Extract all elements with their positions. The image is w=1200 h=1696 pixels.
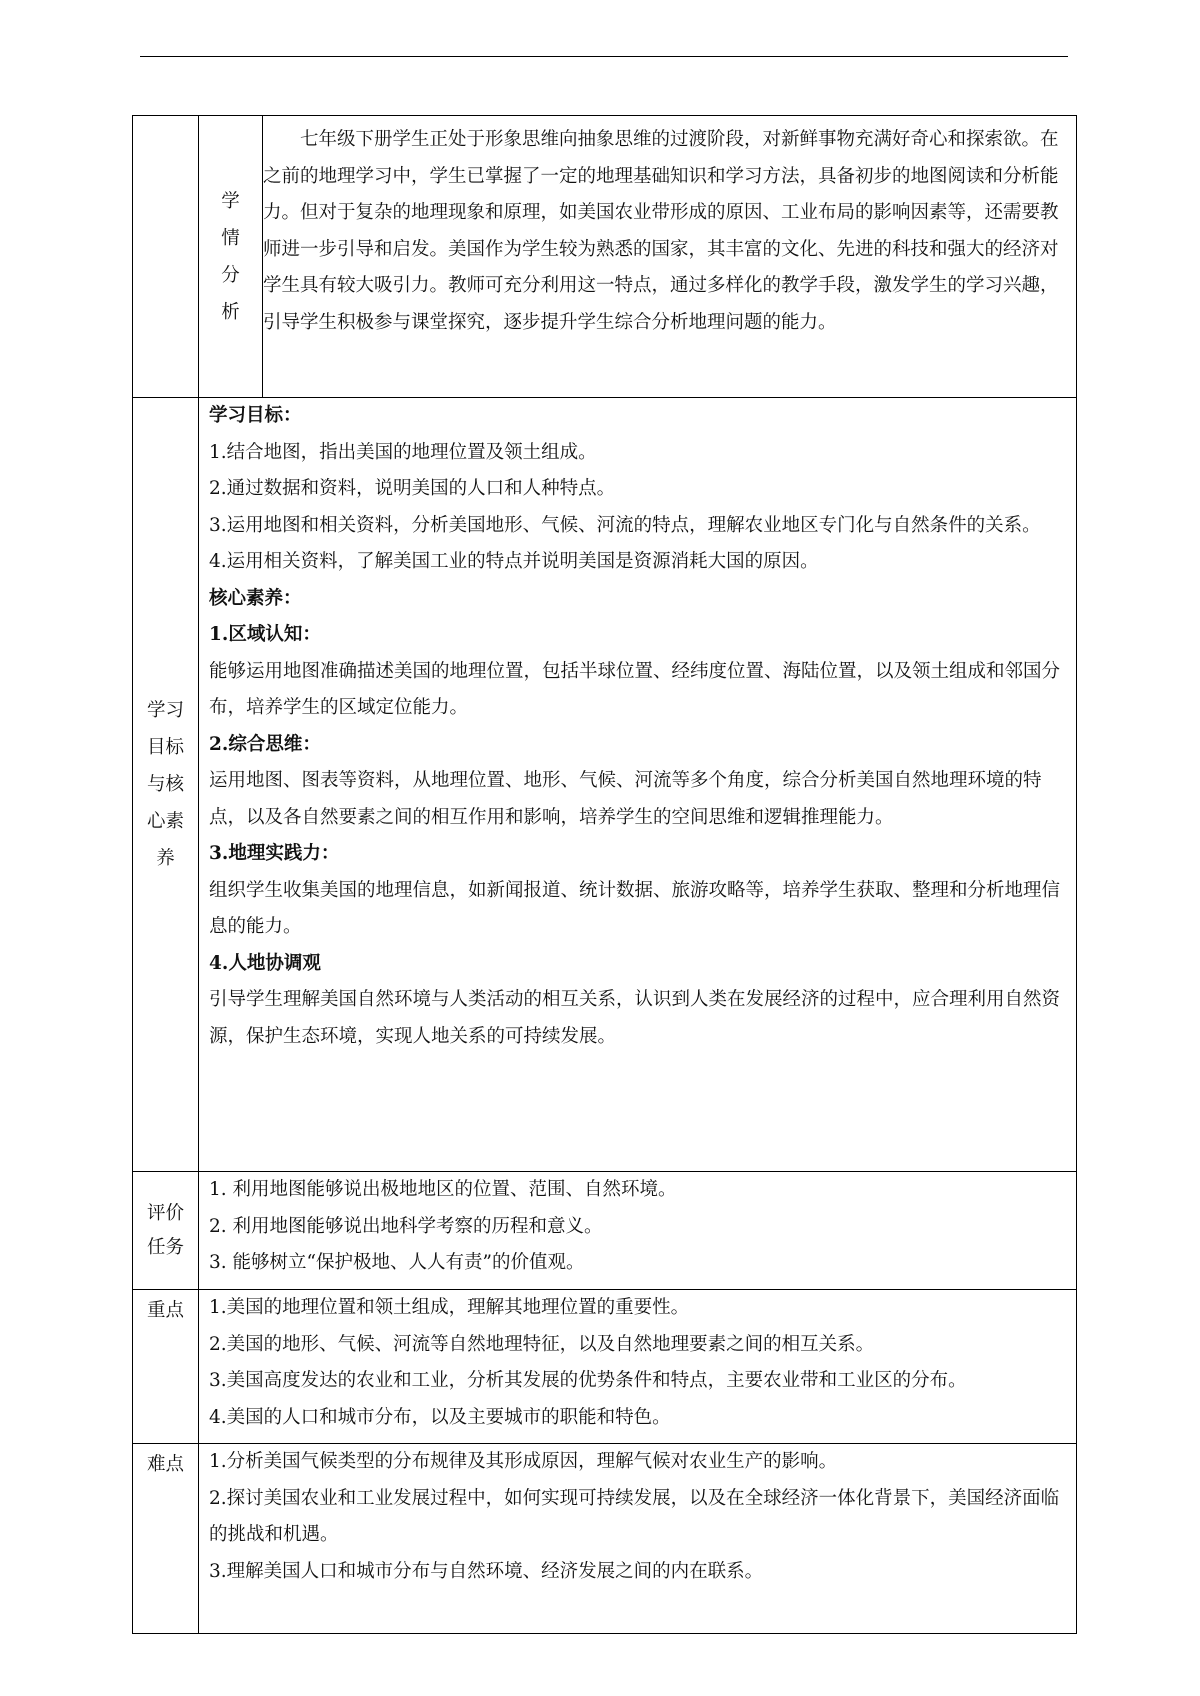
label-difficulties: 难点 — [133, 1444, 199, 1634]
label-char: 学 — [221, 190, 240, 212]
row-evaluation — [133, 1172, 1077, 1290]
label-char: 分 — [221, 264, 240, 286]
header-rule — [140, 56, 1068, 57]
label-goals — [133, 398, 199, 1172]
difficulty-item: 1.分析美国气候类型的分布规律及其形成原因，理解气候对农业生产的影响。 — [209, 1451, 838, 1472]
literacy-title: 4.人地协调观 — [209, 952, 321, 974]
label-line: 任务 — [146, 1236, 184, 1258]
label-char: 析 — [221, 301, 240, 323]
label-char: 情 — [221, 227, 240, 249]
label-line: 评价 — [146, 1202, 184, 1224]
objective-item: 3.运用地图和相关资料，分析美国地形、气候、河流的特点，理解农业地区专门化与自然条件的关系。 — [209, 514, 1041, 536]
evaluation-item: 1. 利用地图能够说出极地地区的位置、范围、自然环境。 — [209, 1179, 677, 1200]
key-point-item: 2.美国的地形、气候、河流等自然地理特征，以及自然地理要素之间的相互关系。 — [209, 1333, 875, 1355]
objectives-heading: 学习目标： — [209, 405, 302, 426]
key-point-item: 3.美国高度发达的农业和工业，分析其发展的优势条件和特点，主要农业带和工业区的分布。 — [209, 1370, 967, 1391]
student-analysis-text: 七年级下册学生正处于形象思维向抽象思维的过渡阶段，对新鲜事物充满好奇心和探索欲。在之前的地理学习中，学生已掌握了一定的地理基础知识和学习方法，具备初步的地图阅读和分析能力。但对于复杂的地理现象和原理，如美国农业带形成的原因、工业布局的影响因素等，还需要教师进一步引导和启发。美国作为学生较为熟悉的国家，其丰富的文化、先进的科技和强大的经济对学生具有较大吸引力。教师可充分利用这一特点，通过多样化的教学手段，激发学生的学习兴趣，引导学生积极参与课堂探究，逐步提升学生综合分析地理问题的能力。 — [263, 129, 1059, 333]
label-line: 养 — [156, 848, 175, 869]
label-evaluation — [133, 1172, 199, 1290]
objective-item: 4.运用相关资料，了解美国工业的特点并说明美国是资源消耗大国的原因。 — [209, 551, 819, 572]
row-key-points — [133, 1290, 1077, 1444]
evaluation-item: 2. 利用地图能够说出地科学考察的历程和意义。 — [209, 1215, 603, 1237]
difficulty-item: 3.理解美国人口和城市分布与自然环境、经济发展之间的内在联系。 — [209, 1560, 764, 1582]
label-line: 学习 — [146, 700, 184, 721]
literacy-title: 2.综合思维： — [209, 733, 321, 755]
label-line: 目标 — [146, 737, 184, 758]
lesson-plan-table — [132, 115, 1077, 1634]
objective-item: 1.结合地图，指出美国的地理位置及领土组成。 — [209, 441, 597, 463]
key-point-item: 4.美国的人口和城市分布，以及主要城市的职能和特色。 — [209, 1406, 671, 1428]
literacy-text: 组织学生收集美国的地理信息，如新闻报道、统计数据、旅游攻略等，培养学生获取、整理和分析地理信息的能力。 — [209, 879, 1061, 937]
label-line: 与核 — [146, 774, 184, 795]
key-point-item: 1.美国的地理位置和领土组成，理解其地理位置的重要性。 — [209, 1297, 690, 1318]
blank-cell — [133, 116, 199, 398]
row-student-analysis — [133, 116, 1077, 398]
label-student-analysis — [199, 116, 263, 398]
literacy-text: 引导学生理解美国自然环境与人类活动的相互关系，认识到人类在发展经济的过程中，应合理利用自然资源，保护生态环境，实现人地关系的可持续发展。 — [209, 989, 1061, 1047]
literacy-text: 运用地图、图表等资料，从地理位置、地形、气候、河流等多个角度，综合分析美国自然地理环境的特点，以及各自然要素之间的相互作用和影响，培养学生的空间思维和逻辑推理能力。 — [209, 770, 1042, 828]
literacy-heading: 核心素养： — [209, 587, 302, 609]
row-difficulties — [133, 1444, 1077, 1634]
difficulty-item: 2.探讨美国农业和工业发展过程中，如何实现可持续发展，以及在全球经济一体化背景下，美国经济面临的挑战和机遇。 — [209, 1487, 1060, 1545]
literacy-text: 能够运用地图准确描述美国的地理位置，包括半球位置、经纬度位置、海陆位置，以及领土组成和邻国分布，培养学生的区域定位能力。 — [209, 660, 1061, 718]
evaluation-item: 3. 能够树立“保护极地、人人有责”的价值观。 — [209, 1252, 585, 1273]
literacy-title: 3.地理实践力： — [209, 843, 340, 864]
label-line: 心素 — [146, 811, 184, 832]
label-key-points: 重点 — [133, 1290, 199, 1444]
row-goals — [133, 398, 1077, 1172]
objective-item: 2.通过数据和资料，说明美国的人口和人种特点。 — [209, 478, 616, 499]
literacy-title: 1.区域认知： — [209, 624, 321, 645]
